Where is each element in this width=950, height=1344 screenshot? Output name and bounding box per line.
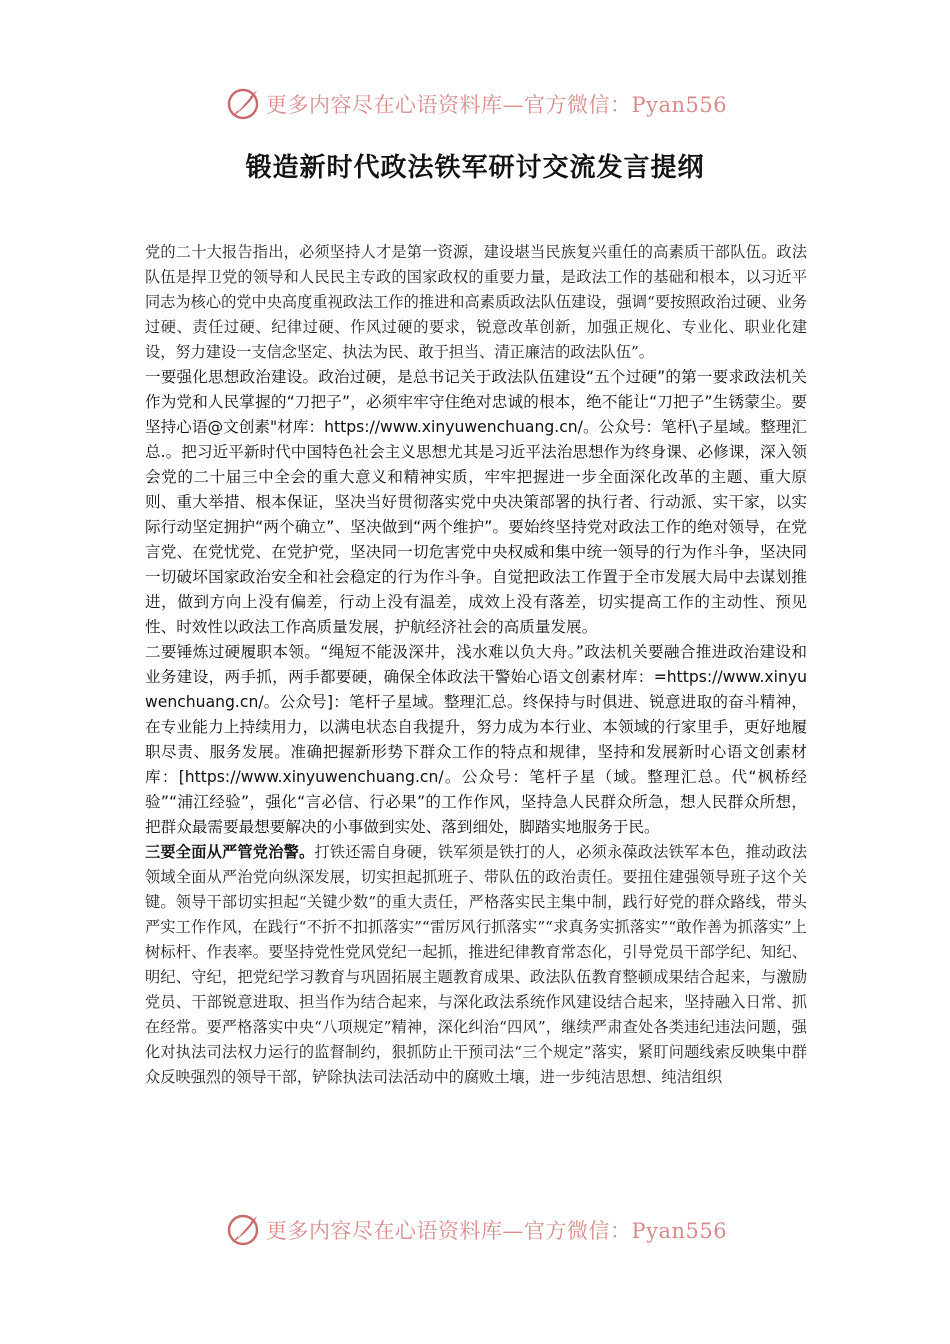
section-2-paragraph: 二要锤炼过硬履职本领。“绳短不能汲深井，浅水难以负大舟。”政法机关要融合推进政治建设和业务建设，两手抓，两手都要硬，确保全体政法干警始心语文创素材库：=https://www.xinyuwenchuang.cn/。公众号]：笔杆子星域。整理汇总。终保持与时俱进、锐意进取的奋斗精神，在专业能力上持续用力，以满电状态自我提升，努力成为本行业、本领域的行家里手，更好地履职尽责、服务发展。准确把握新形势下群众工作的特点和规律，坚持和发展新时心语文创素材库：[https://www.xinyuwenchuang.cn/。公众号：笔杆子星（域。整理汇总。代“枫桥经验”“浦江经验”，强化“言必信、行必果”的工作作风，坚持急人民群众所急，想人民群众所想，把群众最需要最想要解决的小事做到实处、落到细处，脚踏实地服务于民。 [145,643,807,836]
document-body [145,240,807,1090]
section-1-paragraph: 一要强化思想政治建设。政治过硬，是总书记关于政法队伍建设“五个过硬”的第一要求政法机关作为党和人民掌握的“刀把子”，必须牢牢守住绝对忠诚的根本，绝不能让“刀把子”生锈蒙尘。要坚持心语@文创素"材库：https://www.xinyuwenchuang.cn/。公众号：笔杆\子星域。整理汇总.。把习近平新时代中国特色社会主义思想尤其是习近平法治思想作为终身课、必修课，深入领会党的二十届三中全会的重大意义和精神实质，牢牢把握进一步全面深化改革的主题、重大原则、重大举措、根本保证，坚决当好贯彻落实党中央决策部署的执行者、行动派、实干家，以实际行动坚定拥护“两个确立”、坚决做到“两个维护”。要始终坚持党对政法工作的绝对领导，在党言党、在党忧党、在党护党，坚决同一切危害党中央权威和集中统一领导的行为作斗争，坚决同一切破坏国家政治安全和社会稳定的行为作斗争。自觉把政法工作置于全市发展大局中去谋划推进，做到方向上没有偏差，行动上没有温差，成效上没有落差，切实提高工作的主动性、预见性、时效性以政法工作高质量发展，护航经济社会的高质量发展。 [145,368,807,636]
footer-banner-text: 更多内容尽在心语资料库—官方微信：Pyan556 [266,1219,728,1243]
quill-logo-icon [226,1213,260,1247]
footer-banner [226,1208,726,1252]
section-3-heading: 三要全面从严管党治警。 [145,843,315,861]
header-banner [226,82,726,126]
intro-paragraph: 党的二十大报告指出，必须坚持人才是第一资源，建设堪当民族复兴重任的高素质干部队伍。政法队伍是捍卫党的领导和人民民主专政的国家政权的重要力量，是政法工作的基础和根本，以习近平同志为核心的党中央高度重视政法工作的推进和高素质政法队伍建设，强调“要按照政治过硬、业务过硬、责任过硬、纪律过硬、作风过硬的要求，锐意改革创新，加强正规化、专业化、职业化建设，努力建设一支信念坚定、执法为民、敢于担当、清正廉洁的政法队伍”。 [145,243,807,361]
section-3-paragraph [145,840,807,1090]
document-title: 锻造新时代政法铁军研讨交流发言提纲 [245,153,705,183]
quill-logo-icon [226,87,260,121]
section-3-text: 打铁还需自身硬，铁军须是铁打的人，必须永葆政法铁军本色，推动政法领域全面从严治党向纵深发展，切实担起抓班子、带队伍的政治责任。要扭住建强领导班子这个关键。领导干部切实担起“关键少数”的重大责任，严格落实民主集中制，践行好党的群众路线，带头严实工作作风，在践行“不折不扣抓落实”“雷厉风行抓落实”“求真务实抓落实”“敢作善为抓落实”上树标杆、作表率。要坚持党性党风党纪一起抓，推进纪律教育常态化，引导党员干部学纪、知纪、明纪、守纪，把党纪学习教育与巩固拓展主题教育成果、政法队伍教育整顿成果结合起来，与激励党员、干部锐意进取、担当作为结合起来，与深化政法系统作风建设结合起来，坚持融入日常、抓在经常。要严格落实中央“八项规定”精神，深化纠治“四风”，继续严肃查处各类违纪违法问题，强化对执法司法权力运行的监督制约，狠抓防止干预司法“三个规定”落实，紧盯问题线索反映集中群众反映强烈的领导干部，铲除执法司法活动中的腐败土壤，进一步纯洁思想、纯洁组织 [145,843,808,1086]
header-banner-text: 更多内容尽在心语资料库—官方微信：Pyan556 [266,93,728,117]
